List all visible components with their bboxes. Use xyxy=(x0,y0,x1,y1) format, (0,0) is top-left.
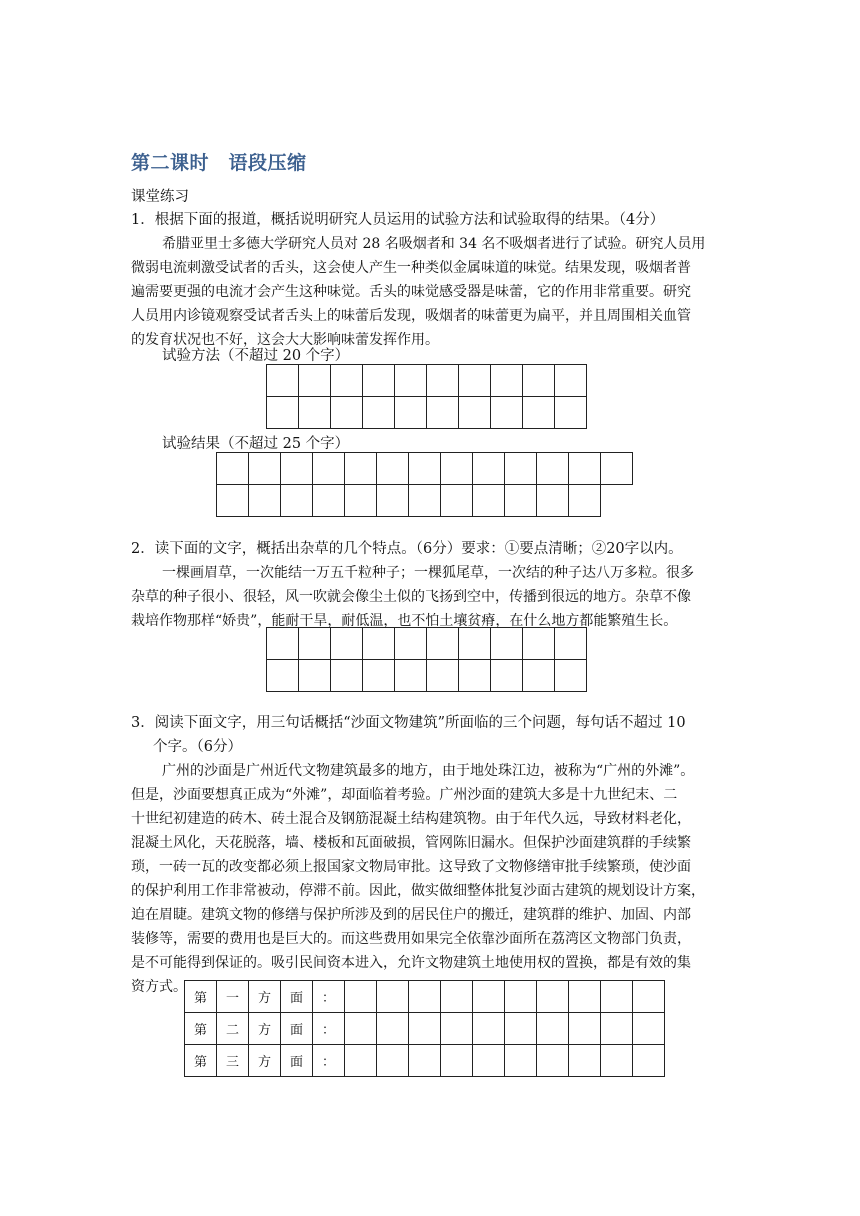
answer-cell[interactable] xyxy=(459,365,491,397)
answer-cell[interactable] xyxy=(345,1045,377,1077)
q1-prompt: 1．根据下面的报道，概括说明研究人员运用的试验方法和试验取得的结果。（4分） xyxy=(131,212,665,228)
answer-cell[interactable] xyxy=(505,453,537,485)
row-label-char: 第 xyxy=(185,1045,217,1077)
q3-row-1 xyxy=(185,981,665,1013)
answer-cell[interactable] xyxy=(363,397,395,429)
answer-cell[interactable] xyxy=(555,660,587,692)
q1-method-label: 试验方法（不超过 20 个字） xyxy=(162,348,350,364)
answer-cell[interactable] xyxy=(377,981,409,1013)
q3-passage-line: 十世纪初建造的砖木、砖土混合及钢筋混凝土结构建筑物。由于年代久远，导致材料老化， xyxy=(131,811,691,827)
q2-passage-line: 栽培作物那样“娇贵”，能耐干旱，耐低温，也不怕土壤贫瘠，在什么地方都能繁殖生长。 xyxy=(131,613,678,629)
q2-answer-grid[interactable] xyxy=(266,627,587,692)
answer-cell[interactable] xyxy=(331,397,363,429)
answer-cell[interactable] xyxy=(249,485,281,517)
answer-cell[interactable] xyxy=(331,365,363,397)
answer-cell[interactable] xyxy=(491,397,523,429)
answer-cell[interactable] xyxy=(523,628,555,660)
answer-cell[interactable] xyxy=(491,660,523,692)
answer-cell[interactable] xyxy=(601,981,633,1013)
answer-cell[interactable] xyxy=(537,981,569,1013)
q3-row-2 xyxy=(185,1013,665,1045)
q2-passage-line: 一棵画眉草，一次能结一万五千粒种子；一棵狐尾草，一次结的种子达八万多粒。很多 xyxy=(162,565,694,581)
answer-cell[interactable] xyxy=(267,660,299,692)
row-label-char: ： xyxy=(313,1045,345,1077)
answer-cell[interactable] xyxy=(537,485,569,517)
answer-cell[interactable] xyxy=(345,1013,377,1045)
answer-cell[interactable] xyxy=(505,485,537,517)
answer-cell[interactable] xyxy=(601,1013,633,1045)
q3-passage-line: 广州的沙面是广州近代文物建筑最多的地方，由于地处珠江边，被称为“广州的外滩”。 xyxy=(162,763,695,779)
row-label-char: 面 xyxy=(281,1013,313,1045)
answer-cell[interactable] xyxy=(555,628,587,660)
answer-cell[interactable] xyxy=(267,397,299,429)
answer-cell[interactable] xyxy=(633,981,665,1013)
row-label-char: 第 xyxy=(185,1013,217,1045)
answer-cell[interactable] xyxy=(555,365,587,397)
q1-passage-line: 希腊亚里士多德大学研究人员对 28 名吸烟者和 34 名不吸烟者进行了试验。研究人员用 xyxy=(162,236,706,252)
row-label-char: 方 xyxy=(249,981,281,1013)
q1-passage-line: 微弱电流刺激受试者的舌头，这会使人产生一种类似金属味道的味觉。结果发现，吸烟者普 xyxy=(131,260,691,276)
q3-passage-line: 装修等，需要的费用也是巨大的。而这些费用如果完全依靠沙面所在荔湾区文物部门负责， xyxy=(131,931,691,947)
answer-cell[interactable] xyxy=(441,1045,473,1077)
answer-cell[interactable] xyxy=(217,485,249,517)
answer-cell[interactable] xyxy=(473,1013,505,1045)
answer-cell[interactable] xyxy=(505,1045,537,1077)
q3-passage-line: 是不可能得到保证的。吸引民间资本进入，允许文物建筑土地使用权的置换，都是有效的集 xyxy=(131,955,691,971)
q2-passage-line: 杂草的种子很小、很轻，风一吹就会像尘土似的飞扬到空中，传播到很远的地方。杂草不像 xyxy=(131,589,691,605)
answer-cell[interactable] xyxy=(345,453,377,485)
answer-cell[interactable] xyxy=(377,485,409,517)
q3-passage-line: 资方式。 xyxy=(131,979,187,995)
answer-cell[interactable] xyxy=(281,485,313,517)
row-label-char: 面 xyxy=(281,981,313,1013)
answer-cell[interactable] xyxy=(633,1013,665,1045)
row-label-char: ： xyxy=(313,1013,345,1045)
answer-cell[interactable] xyxy=(473,485,505,517)
answer-cell[interactable] xyxy=(505,981,537,1013)
answer-cell[interactable] xyxy=(537,1045,569,1077)
answer-cell[interactable] xyxy=(537,453,569,485)
q1-result-answer-grid[interactable] xyxy=(216,452,633,517)
answer-cell[interactable] xyxy=(473,453,505,485)
answer-cell[interactable] xyxy=(409,1045,441,1077)
answer-cell[interactable] xyxy=(459,397,491,429)
row-label-char: 二 xyxy=(217,1013,249,1045)
answer-cell[interactable] xyxy=(537,1013,569,1045)
answer-cell[interactable] xyxy=(363,660,395,692)
answer-cell[interactable] xyxy=(569,981,601,1013)
answer-cell[interactable] xyxy=(313,453,345,485)
row-label-char: 三 xyxy=(217,1045,249,1077)
answer-cell[interactable] xyxy=(299,397,331,429)
answer-cell[interactable] xyxy=(409,485,441,517)
answer-cell[interactable] xyxy=(313,485,345,517)
q3-passage-line: 琐，一砖一瓦的改变都必须上报国家文物局审批。这导致了文物修缮审批手续繁琐，使沙面 xyxy=(131,859,691,875)
answer-cell[interactable] xyxy=(523,397,555,429)
answer-cell[interactable] xyxy=(505,1013,537,1045)
answer-cell[interactable] xyxy=(427,365,459,397)
answer-cell[interactable] xyxy=(441,981,473,1013)
answer-cell[interactable] xyxy=(569,485,601,517)
answer-cell[interactable] xyxy=(427,397,459,429)
answer-cell[interactable] xyxy=(345,981,377,1013)
empty-cell xyxy=(601,485,633,517)
answer-cell[interactable] xyxy=(409,1013,441,1045)
q3-prompt: 3．阅读下面文字，用三句话概括“沙面文物建筑”所面临的三个问题，每句话不超过 10 xyxy=(131,715,686,731)
answer-cell[interactable] xyxy=(377,1045,409,1077)
answer-cell[interactable] xyxy=(473,981,505,1013)
row-label-char: 面 xyxy=(281,1045,313,1077)
answer-cell[interactable] xyxy=(409,453,441,485)
q3-passage-line: 但是，沙面要想真正成为“外滩”，却面临着考验。广州沙面的建筑大多是十九世纪末、二 xyxy=(131,787,678,803)
q3-row-3 xyxy=(185,1045,665,1077)
answer-cell[interactable] xyxy=(491,365,523,397)
answer-cell[interactable] xyxy=(473,1045,505,1077)
answer-cell[interactable] xyxy=(267,628,299,660)
answer-cell[interactable] xyxy=(281,453,313,485)
answer-cell[interactable] xyxy=(363,628,395,660)
answer-cell[interactable] xyxy=(633,1045,665,1077)
answer-cell[interactable] xyxy=(363,365,395,397)
answer-cell[interactable] xyxy=(331,628,363,660)
q1-passage-line: 的发育状况也不好，这会大大影响味蕾发挥作用。 xyxy=(131,332,439,348)
answer-cell[interactable] xyxy=(409,981,441,1013)
answer-cell[interactable] xyxy=(459,628,491,660)
answer-cell[interactable] xyxy=(395,660,427,692)
row-label-char: 一 xyxy=(217,981,249,1013)
row-label-char: 方 xyxy=(249,1045,281,1077)
answer-cell[interactable] xyxy=(427,660,459,692)
q2-prompt: 2．读下面的文字，概括出杂草的几个特点。（6分）要求：①要点清晰；②20字以内。 xyxy=(131,541,683,557)
answer-cell[interactable] xyxy=(299,660,331,692)
answer-cell[interactable] xyxy=(377,1013,409,1045)
answer-cell[interactable] xyxy=(555,397,587,429)
answer-cell[interactable] xyxy=(249,453,281,485)
answer-cell[interactable] xyxy=(569,1045,601,1077)
answer-cell[interactable] xyxy=(331,660,363,692)
q1-passage-line: 人员用内诊镜观察受试者舌头上的味蕾后发现，吸烟者的味蕾更为扁平，并且周围相关血管 xyxy=(131,308,691,324)
q3-prompt-continued: 个字。（6分） xyxy=(153,739,242,755)
section-label: 课堂练习 xyxy=(131,189,189,205)
page-title: 第二课时 语段压缩 xyxy=(131,152,307,174)
answer-cell[interactable] xyxy=(601,1045,633,1077)
answer-cell[interactable] xyxy=(395,397,427,429)
answer-cell[interactable] xyxy=(491,628,523,660)
answer-cell[interactable] xyxy=(395,365,427,397)
answer-cell[interactable] xyxy=(217,453,249,485)
answer-cell[interactable] xyxy=(395,628,427,660)
answer-cell[interactable] xyxy=(569,453,601,485)
answer-cell[interactable] xyxy=(345,485,377,517)
row-label-char: 第 xyxy=(185,981,217,1013)
answer-cell[interactable] xyxy=(299,365,331,397)
q1-passage-line: 遍需要更强的电流才会产生这种味觉。舌头的味觉感受器是味蕾，它的作用非常重要。研究 xyxy=(131,284,691,300)
row-label-char: ： xyxy=(313,981,345,1013)
q3-passage-line: 混凝土风化，天花脱落，墙、楼板和瓦面破损，管网陈旧漏水。但保护沙面建筑群的手续繁 xyxy=(131,835,691,851)
answer-cell[interactable] xyxy=(459,660,491,692)
answer-cell[interactable] xyxy=(523,660,555,692)
answer-cell[interactable] xyxy=(523,365,555,397)
row-label-char: 方 xyxy=(249,1013,281,1045)
answer-cell[interactable] xyxy=(441,485,473,517)
answer-cell[interactable] xyxy=(299,628,331,660)
answer-cell[interactable] xyxy=(427,628,459,660)
q3-passage-line: 迫在眉睫。建筑文物的修缮与保护所涉及到的居民住户的搬迁，建筑群的维护、加固、内部 xyxy=(131,907,691,923)
answer-cell[interactable] xyxy=(441,1013,473,1045)
q1-method-answer-grid[interactable] xyxy=(266,364,587,429)
answer-cell[interactable] xyxy=(601,453,633,485)
answer-cell[interactable] xyxy=(267,365,299,397)
answer-cell[interactable] xyxy=(569,1013,601,1045)
answer-cell[interactable] xyxy=(441,453,473,485)
q3-passage-line: 的保护利用工作非常被动，停滞不前。因此，做实做细整体批复沙面古建筑的规划设计方案， xyxy=(131,883,705,899)
q3-answer-grid[interactable] xyxy=(184,980,665,1077)
answer-cell[interactable] xyxy=(377,453,409,485)
q1-result-label: 试验结果（不超过 25 个字） xyxy=(162,436,350,452)
